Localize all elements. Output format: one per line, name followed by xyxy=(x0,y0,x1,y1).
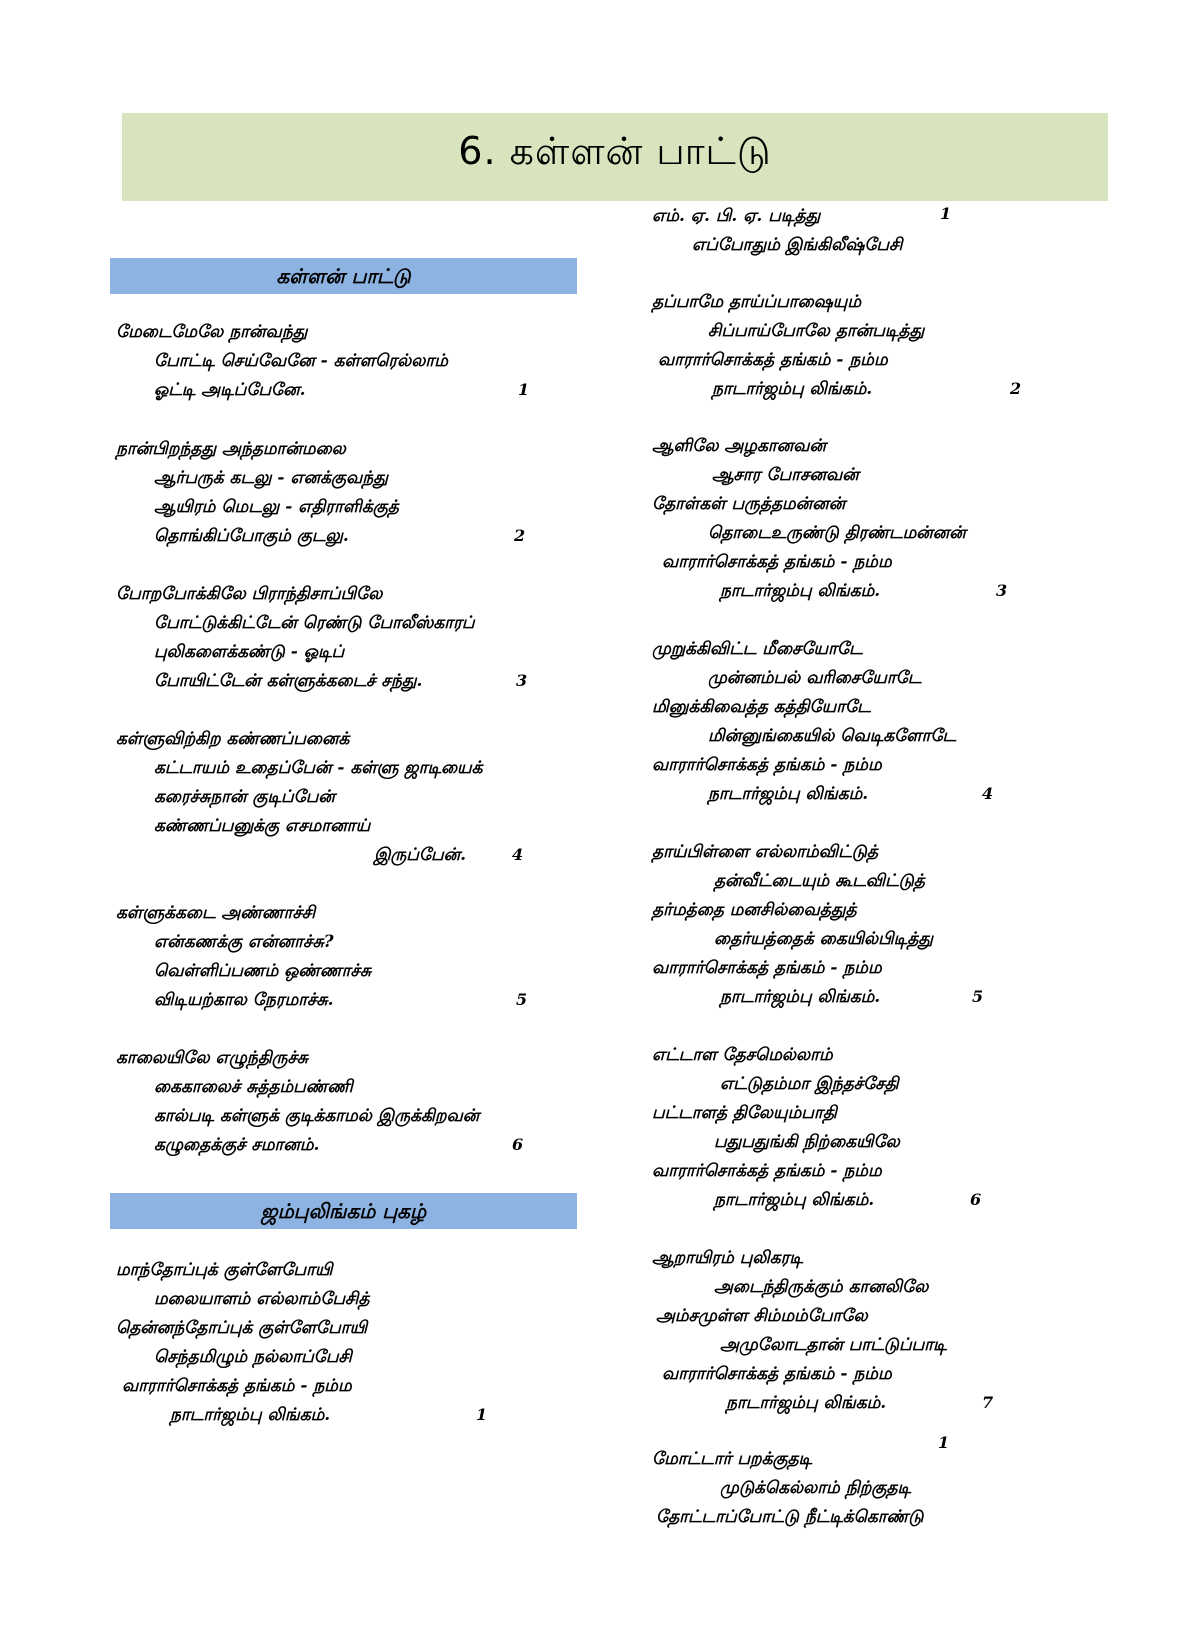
verse-line: வாரார்சொக்கத் தங்கம் - நம்ம xyxy=(122,1376,352,1396)
verse-line: கள்ளுக்கடை அண்ணாச்சி xyxy=(116,903,316,923)
verse-line: கள்ளுவிற்கிற கண்ணப்பனைக் xyxy=(116,729,350,749)
verse-line: கழுதைக்குச் சமானம். xyxy=(154,1135,320,1155)
verse-line: தோட்டாப்போட்டு நீட்டிக்கொண்டு xyxy=(656,1507,924,1527)
verse-line: மாந்தோப்புக் குள்ளேபோயி xyxy=(116,1260,333,1280)
verse-line: கால்படி கள்ளுக் குடிக்காமல் இருக்கிறவன் xyxy=(154,1106,480,1126)
stanza-number: 4 xyxy=(512,845,524,864)
verse-line: வாரார்சொக்கத் தங்கம் - நம்ம xyxy=(662,1364,892,1384)
verse-line: முடுக்கெல்லாம் நிற்குதடி xyxy=(720,1478,911,1498)
stanza xyxy=(652,1041,1132,1215)
verse-line: இருப்பேன். xyxy=(374,845,467,865)
verse-line: என்கணக்கு என்னாச்சு? xyxy=(154,932,334,952)
verse-line: ஆயிரம் மெடலு - எதிராளிக்குத் xyxy=(154,497,399,517)
verse-line: போட்டுக்கிட்டேன் ரெண்டு போலீஸ்காரப் xyxy=(154,613,475,633)
verse-line: மலையாளம் எல்லாம்பேசித் xyxy=(154,1289,370,1309)
stanza-number: 3 xyxy=(996,581,1008,600)
section-heading-kallan-pattu: கள்ளன் பாட்டு xyxy=(110,258,577,294)
stanza xyxy=(652,202,1132,260)
stanza-number: 6 xyxy=(970,1190,982,1209)
verse-line: எம். ஏ. பி. ஏ. படித்து xyxy=(652,206,821,226)
verse-line: முறுக்கிவிட்ட மீசையோடே xyxy=(652,639,863,659)
verse-line: மேடைமேலே நான்வந்து xyxy=(116,322,308,342)
stanza xyxy=(116,435,576,551)
verse-line: எட்டுதம்மா இந்தச்சேதி xyxy=(720,1074,899,1094)
verse-line: தென்னந்தோப்புக் குள்ளேபோயி xyxy=(116,1318,368,1338)
verse-line: விடியற்கால நேரமாச்சு. xyxy=(154,990,334,1010)
stanza xyxy=(652,432,1132,606)
verse-line: ஆசார போசனவன் xyxy=(712,465,859,485)
verse-line: எட்டாள தேசமெல்லாம் xyxy=(652,1045,833,1065)
verse-line: போறபோக்கிலே பிராந்திசாப்பிலே xyxy=(116,584,383,604)
stanza-number: 2 xyxy=(1010,379,1022,398)
stanza-number: 7 xyxy=(982,1393,994,1412)
verse-line: நான்பிறந்தது அந்தமான்மலை xyxy=(116,439,346,459)
verse-line: மின்னுங்கையில் வெடிகளோடே xyxy=(708,726,957,746)
stanza-number: 5 xyxy=(972,987,984,1006)
stanza xyxy=(116,1256,576,1430)
verse-line: வெள்ளிப்பணம் ஒண்ணாச்சு xyxy=(154,961,372,981)
stanza xyxy=(116,899,576,1015)
stanza xyxy=(116,725,576,870)
stanza-number: 3 xyxy=(516,671,528,690)
verse-line: போயிட்டேன் கள்ளுக்கடைச் சந்து. xyxy=(154,671,423,691)
verse-line: தப்பாமே தாய்ப்பாஷையும் xyxy=(652,292,862,312)
verse-line: நாடார்ஜம்பு லிங்கம். xyxy=(720,987,881,1007)
verse-line: அமுலோடதான் பாட்டுப்பாடி xyxy=(720,1335,947,1355)
verse-line: ஆர்பருக் கடலு - எனக்குவந்து xyxy=(154,468,388,488)
verse-line: தைர்யத்தைக் கையில்பிடித்து xyxy=(714,929,934,949)
verse-line: நாடார்ஜம்பு லிங்கம். xyxy=(708,784,869,804)
verse-line: கைகாலைச் சுத்தம்பண்ணி xyxy=(154,1077,353,1097)
verse-line: போட்டி செய்வேனே - கள்ளரெல்லாம் xyxy=(154,351,448,371)
verse-line: ஆளிலே அழகானவன் xyxy=(652,436,826,456)
stanza-number: 5 xyxy=(516,990,528,1009)
verse-line: தாய்பிள்ளை எல்லாம்விட்டுத் xyxy=(652,842,878,862)
verse-line: நாடார்ஜம்பு லிங்கம். xyxy=(170,1405,331,1425)
verse-line: நாடார்ஜம்பு லிங்கம். xyxy=(712,379,873,399)
verse-line: மோட்டார் பறக்குதடி xyxy=(652,1449,813,1469)
stanza xyxy=(116,318,576,405)
verse-line: நாடார்ஜம்பு லிங்கம். xyxy=(726,1393,887,1413)
verse-line: வாரார்சொக்கத் தங்கம் - நம்ம xyxy=(652,1161,882,1181)
verse-line: தன்வீட்டையும் கூடவிட்டுத் xyxy=(714,871,925,891)
stanza xyxy=(116,580,576,696)
verse-line: பட்டாளத் திலேயும்பாதி xyxy=(652,1103,837,1123)
verse-line: கட்டாயம் உதைப்பேன் - கள்ளு ஜாடியைக் xyxy=(154,758,483,778)
verse-line: நாடார்ஜம்பு லிங்கம். xyxy=(720,581,881,601)
stanza-number: 1 xyxy=(940,204,952,223)
verse-line: வாரார்சொக்கத் தங்கம் - நம்ம xyxy=(662,552,892,572)
verse-line: வாரார்சொக்கத் தங்கம் - நம்ம xyxy=(658,350,888,370)
verse-line: தொடைஉருண்டு திரண்டமன்னன் xyxy=(708,523,966,543)
verse-line: முன்னம்பல் வரிசையோடே xyxy=(708,668,922,688)
verse-line: பதுபதுங்கி நிற்கையிலே xyxy=(714,1132,900,1152)
stanza xyxy=(652,1433,1132,1532)
verse-line: சிப்பாய்போலே தான்படித்து xyxy=(708,321,925,341)
stanza xyxy=(652,288,1132,404)
verse-line: புலிகளைக்கண்டு - ஓடிப் xyxy=(154,642,345,662)
verse-line: வாரார்சொக்கத் தங்கம் - நம்ம xyxy=(652,958,882,978)
verse-line: அம்சமுள்ள சிம்மம்போலே xyxy=(656,1306,868,1326)
footnote-marker: 1 xyxy=(938,1433,950,1452)
stanza xyxy=(116,1044,576,1160)
verse-line: தொங்கிப்போகும் குடலு. xyxy=(154,526,349,546)
verse-line: செந்தமிழும் நல்லாப்பேசி xyxy=(154,1347,352,1367)
stanza xyxy=(652,635,1132,809)
verse-line: நாடார்ஜம்பு லிங்கம். xyxy=(714,1190,875,1210)
verse-line: மினுக்கிவைத்த கத்தியோடே xyxy=(652,697,871,717)
verse-line: வாரார்சொக்கத் தங்கம் - நம்ம xyxy=(652,755,882,775)
verse-line: காலையிலே எழுந்திருச்சு xyxy=(116,1048,309,1068)
verse-line: அடைந்திருக்கும் கானலிலே xyxy=(714,1277,929,1297)
verse-line: ஆறாயிரம் புலிகரடி xyxy=(652,1248,803,1268)
verse-line: தோள்கள் பருத்தமன்னன் xyxy=(652,494,846,514)
section-heading-jambulingam-pugazh: ஜம்புலிங்கம் புகழ் xyxy=(110,1193,577,1229)
verse-line: கரைச்சுநான் குடிப்பேன் xyxy=(154,787,335,807)
stanza-number: 6 xyxy=(512,1135,524,1154)
verse-line: எப்போதும் இங்கிலீஷ்பேசி xyxy=(692,235,903,255)
stanza-number: 1 xyxy=(476,1405,488,1424)
stanza xyxy=(652,838,1132,1012)
stanza-number: 2 xyxy=(514,526,526,545)
verse-line: கண்ணப்பனுக்கு எசமானாய் xyxy=(154,816,371,836)
verse-line: தர்மத்தை மனசில்வைத்துத் xyxy=(652,900,857,920)
verse-line: ஓட்டி அடிப்பேனே. xyxy=(154,380,306,400)
stanza-number: 4 xyxy=(982,784,994,803)
stanza xyxy=(652,1244,1132,1418)
title-band xyxy=(122,113,1108,201)
page-title: 6. கள்ளன் பாட்டு xyxy=(458,129,772,173)
stanza-number: 1 xyxy=(518,380,530,399)
